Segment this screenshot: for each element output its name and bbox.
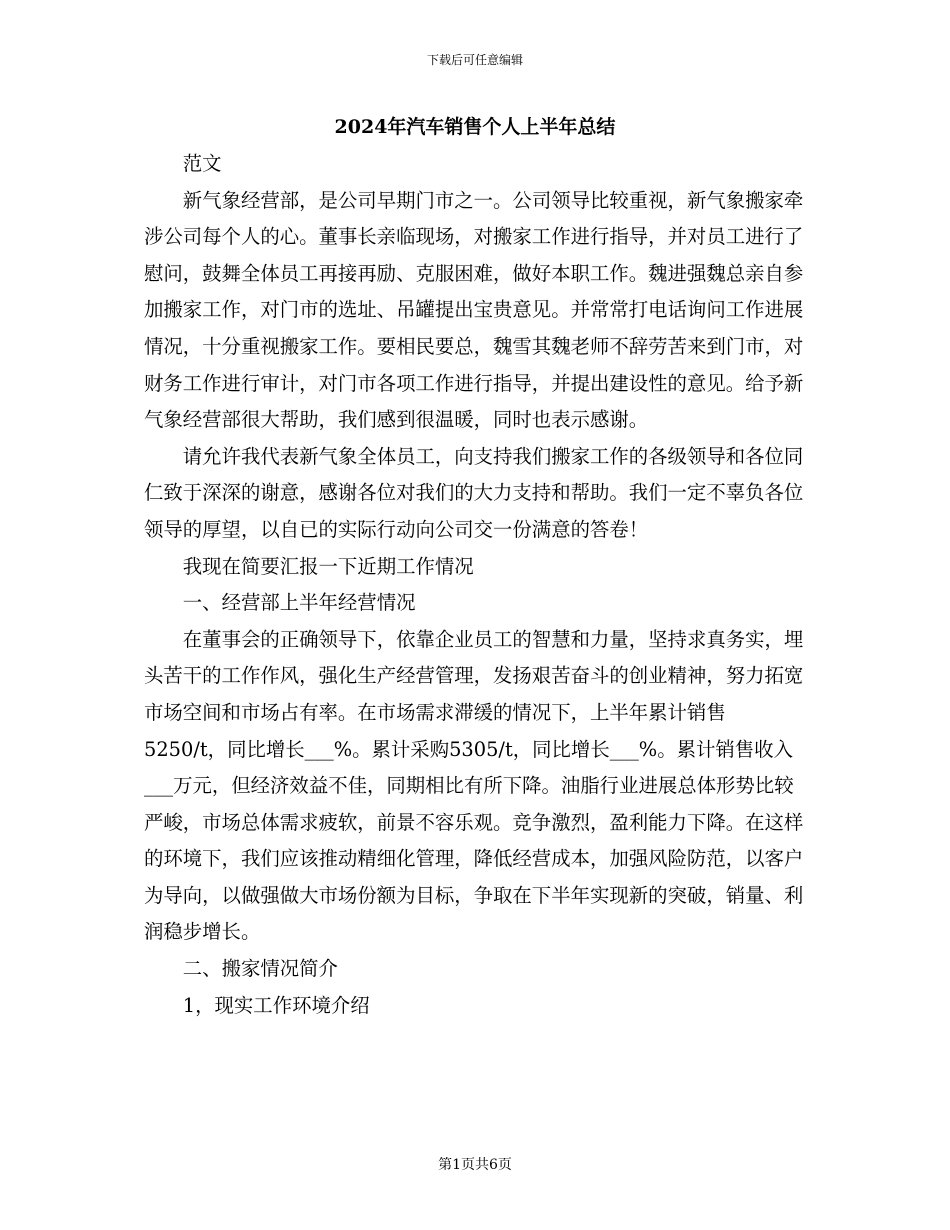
document-title: 2024年汽车销售个人上半年总结 xyxy=(334,116,616,138)
section-heading: 二、搬家情况简介 xyxy=(182,957,338,981)
page-header: 下载后可任意编辑 xyxy=(426,53,523,67)
paragraph: 请允许我代表新气象全体员工，向支持我们搬家工作的各级领导和各位同仁致于深深的谢意，感谢各位对我们的大力支持和帮助。我们一定不辜负各位领导的厚望，以自已的实际行动向公司交一份满意的答卷！ xyxy=(144,444,804,541)
document-body xyxy=(144,146,804,1024)
subsection-heading: 1，现实工作环境介绍 xyxy=(182,993,370,1017)
paragraph: 在董事会的正确领导下，依靠企业员工的智慧和力量，坚持求真务实，埋头苦干的工作作风，强化生产经营管理，发扬艰苦奋斗的创业精神，努力拓宽市场空间和市场占有率。在市场需求滞缓的情况下，上半年累计销售5250/t，同比增长___%。累计采购5305/t，同比增长___%。累计销售收入___万元，但经济效益不佳，同期相比有所下降。油脂行业进展总体形势比较严峻，市场总体需求疲软，前景不容乐观。竞争激烈，盈利能力下降。在这样的环境下，我们应该推动精细化管理，降低经营成本，加强风险防范，以客户为导向，以做强做大市场份额为目标，争取在下半年实现新的突破，销量、利润稳步增长。 xyxy=(144,627,804,944)
paragraph: 我现在简要汇报一下近期工作情况 xyxy=(182,554,474,578)
paragraph: 新气象经营部，是公司早期门市之一。公司领导比较重视，新气象搬家牵涉公司每个人的心。董事长亲临现场，对搬家工作进行指导，并对员工进行了慰问，鼓舞全体员工再接再励、克服困难，做好本职工作。魏进强魏总亲自参加搬家工作，对门市的选址、吊罐提出宝贵意见。并常常打电话询问工作进展情况，十分重视搬家工作。要相民要总，魏雪其魏老师不辞劳苦来到门市，对财务工作进行审计，对门市各项工作进行指导，并提出建设性的意见。给予新气象经营部很大帮助，我们感到很温暖，同时也表示感谢。 xyxy=(144,188,804,432)
section-heading: 一、经营部上半年经营情况 xyxy=(182,591,416,615)
page-footer: 第1页共6页 xyxy=(438,1157,512,1173)
section-label: 范文 xyxy=(182,152,222,175)
